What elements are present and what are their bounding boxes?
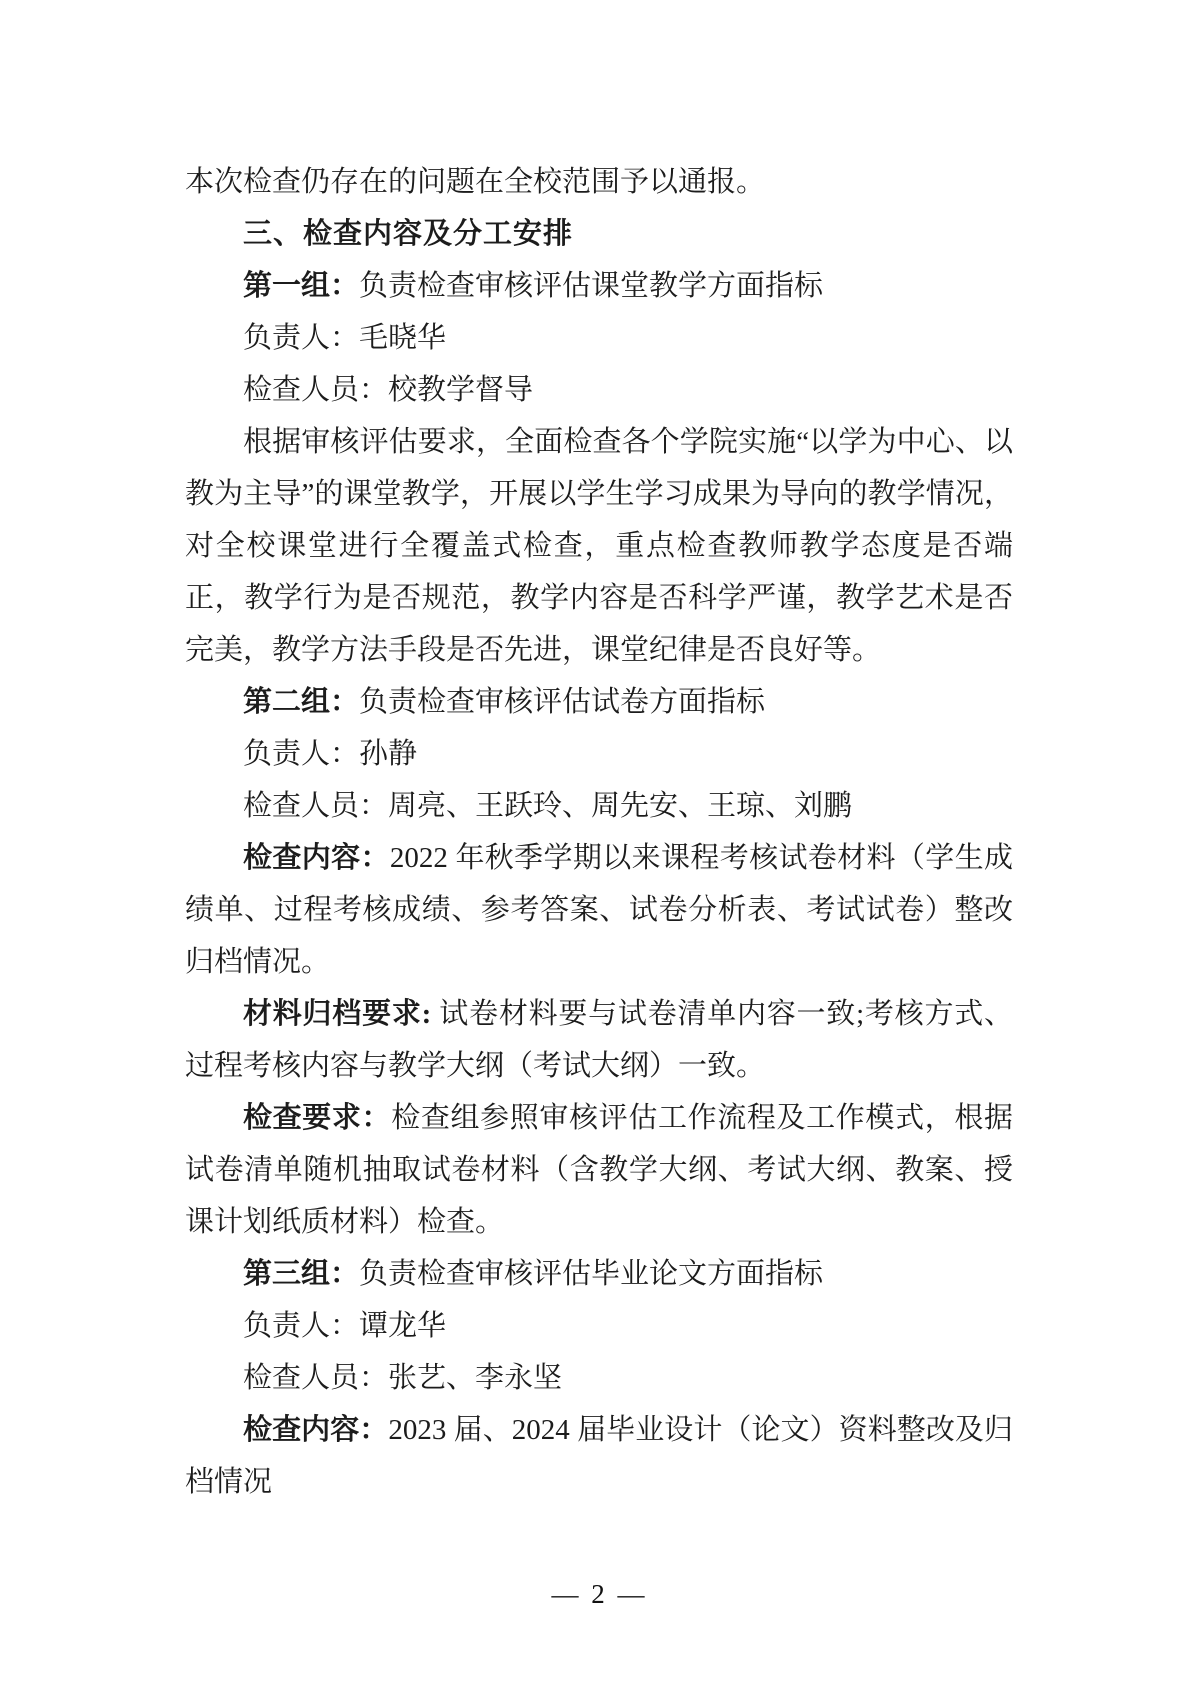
group1-description [185,416,1013,676]
group2-label: 第二组： [243,686,360,718]
group3-inspectors [185,1352,1013,1404]
group2-inspectors [185,780,1013,832]
paragraph-text: 负责检查审核评估毕业论文方面指标 [359,1258,824,1290]
paragraph-text: 负责人：孙静 [243,738,418,770]
paragraph-text: 负责人：谭龙华 [243,1310,447,1342]
paragraph-text: 负责检查审核评估课堂教学方面指标 [359,270,824,302]
group3-content [185,1404,1013,1508]
inspection-requirements-label: 检查要求： [243,1102,392,1134]
page-number: — 2 — [551,1579,648,1609]
paragraph-text: 本次检查仍存在的问题在全校范围予以通报。 [185,166,766,198]
group3-label: 第三组： [243,1258,360,1290]
group1-leader [185,312,1013,364]
group1-title [185,260,1013,312]
paragraph-continuation [185,156,1013,208]
paragraph-text: 试卷材料要与试卷清单内容一致;考核方式、过程考核内容与教学大纲（考试大纲）一致。 [185,998,1013,1082]
paragraph-text: 2022 年秋季学期以来课程考核试卷材料（学生成绩单、过程考核成绩、参考答案、试卷分析表、考试试卷）整改归档情况。 [185,842,1013,978]
group1-label: 第一组： [243,270,360,302]
paragraph-text: 根据审核评估要求，全面检查各个学院实施“以学为中心、以教为主导”的课堂教学，开展以学生学习成果为导向的教学情况，对全校课堂进行全覆盖式检查，重点检查教师教学态度是否端正，教学行为是否规范，教学内容是否科学严谨，教学艺术是否完美，教学方法手段是否先进，课堂纪律是否良好等。 [185,426,1013,666]
text-body [185,156,1013,1508]
paragraph-text: 检查人员：周亮、王跃玲、周先安、王琼、刘鹏 [243,790,853,822]
group2-archive-requirements [185,988,1013,1092]
group2-content [185,832,1013,988]
archive-requirements-label: 材料归档要求: [243,998,432,1030]
paragraph-text: 负责检查审核评估试卷方面指标 [359,686,766,718]
paragraph-text: 检查组参照审核评估工作流程及工作模式，根据试卷清单随机抽取试卷材料（含教学大纲、考试大纲、教案、授课计划纸质材料）检查。 [185,1102,1013,1238]
group3-leader [185,1300,1013,1352]
section-heading [185,208,1013,260]
group2-leader [185,728,1013,780]
group2-title [185,676,1013,728]
paragraph-text: 检查人员：校教学督导 [243,374,534,406]
content-label: 检查内容： [243,1414,389,1446]
paragraph-text: 负责人：毛晓华 [243,322,447,354]
group3-title [185,1248,1013,1300]
group2-inspection-requirements [185,1092,1013,1248]
group1-inspectors [185,364,1013,416]
paragraph-text: 2023 届、2024 届毕业设计（论文）资料整改及归档情况 [185,1414,1013,1498]
paragraph-text: 检查人员：张艺、李永坚 [243,1362,563,1394]
content-label: 检查内容： [243,842,390,874]
heading-text: 三、检查内容及分工安排 [243,218,574,250]
